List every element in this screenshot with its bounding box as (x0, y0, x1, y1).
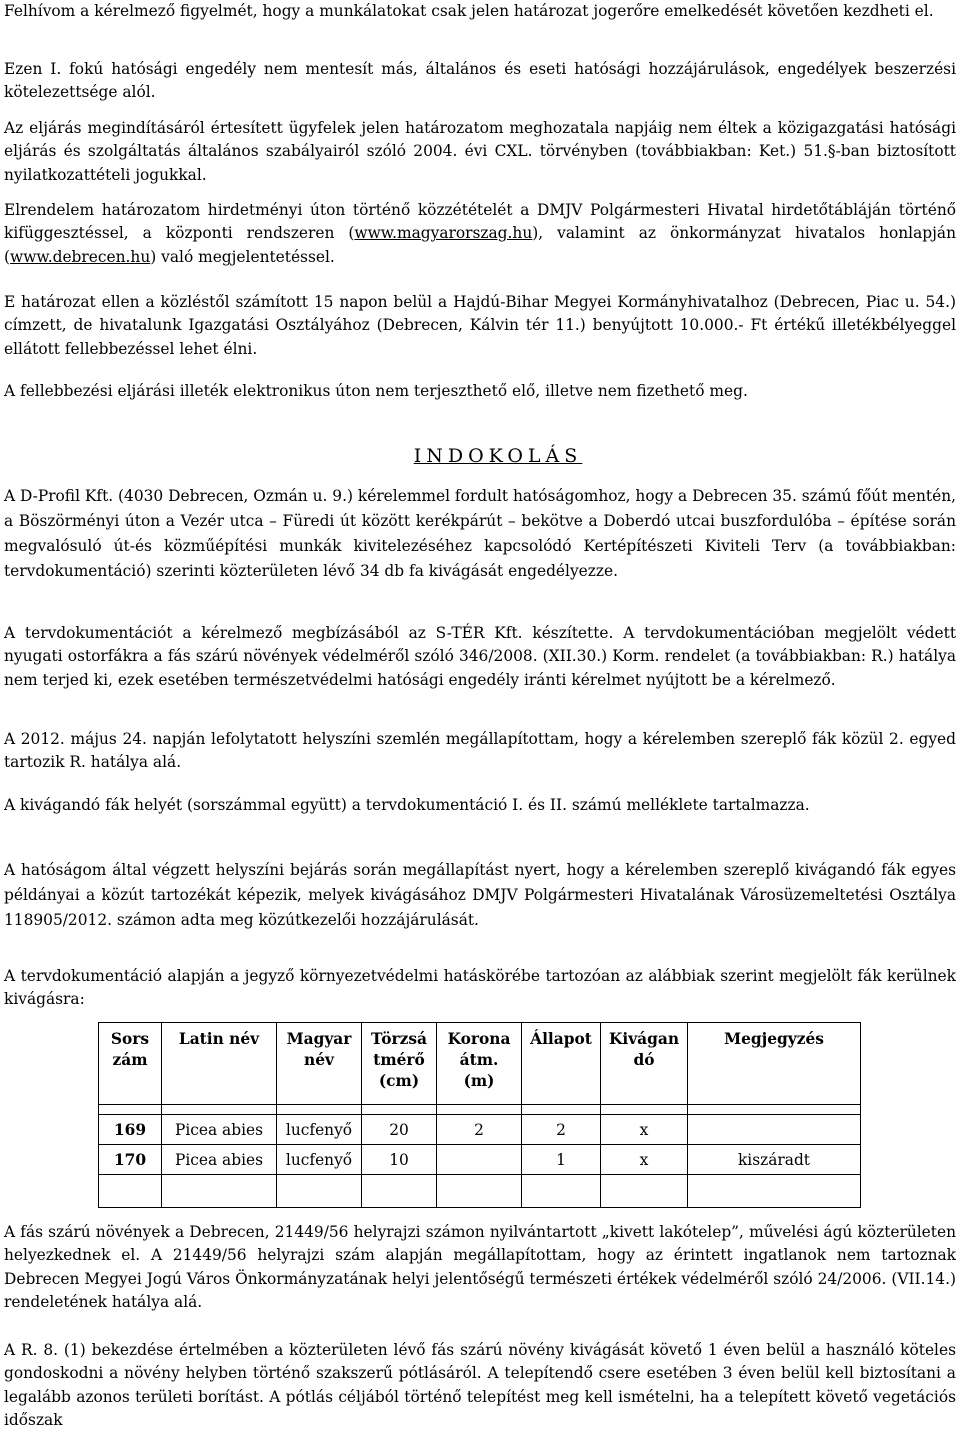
trees-table (98, 1022, 861, 1208)
paragraph-site-inspection: A 2012. május 24. napján lefolytatott helyszíni szemlén megállapítottam, hogy a kérelemben szereplő fák közül 2. egyed tartozik R. hatálya alá. (4, 730, 956, 772)
cell-sorszam: 169 (99, 1115, 162, 1145)
paragraph-plan-documentation: A tervdokumentációt a kérelmező megbízásából az S-TÉR Kft. készítette. A tervdokumentációban megjelölt védett nyugati ostorfákra a fás szárú növények védelméről szóló 346/2008. (XII.30.) Korm. rendelet (a továbbiakban: R.) hatálya nem terjed ki, ezek esetében természetvédelmi hatósági engedély iránti kérelmet nyújtott be a kérelmező. (4, 624, 956, 689)
table-header-row (99, 1023, 861, 1105)
cell-kivagando: x (601, 1145, 688, 1175)
cell-kivagando: x (601, 1115, 688, 1145)
cell-korona: 2 (437, 1115, 522, 1145)
paragraph-replanting: A R. 8. (1) bekezdése értelmében a közterületen lévő fás szárú növény kivágását követő 1 éven belül a használó köteles gondoskodni a növény helyben történő szakszerű pótlásáról. A telepítendő csere esetében 3 éven belül kell biztosítani a legalább azonos területi borítást. A pótlás céljából történő telepítést meg kell ismételni, ha a telepített követő vegetációs időszak (4, 1341, 956, 1430)
header-magyar-nev: Magyar név (277, 1023, 362, 1105)
paragraph-start-notice: Felhívom a kérelmező figyelmét, hogy a munkálatokat csak jelen határozat jogerőre emelkedését követően kezdheti el. (4, 2, 934, 20)
paragraph-appeal-fee: A fellebbezési eljárási illeték elektronikus úton nem terjeszthető elő, illetve nem fizethető meg. (4, 382, 748, 400)
paragraph-appeal: E határozat ellen a közléstől számított 15 napon belül a Hajdú-Bihar Megyei Kormányhivatalhoz (Debrecen, Piac u. 54.) címzett, de hivatalunk Igazgatási Osztályához (Debrecen, Kálvin tér 11.) benyújtott 10.000.- Ft értékű illetékbélyeggel ellátott fellebbezéssel lehet élni. (4, 293, 956, 358)
header-korona-atm: Korona átm. (m) (437, 1023, 522, 1105)
header-sorszam: Sors zám (99, 1023, 162, 1105)
header-megjegyzes: Megjegyzés (688, 1023, 861, 1105)
cell-allapot: 2 (522, 1115, 601, 1145)
paragraph-publication (4, 199, 956, 269)
table-spacer-row (99, 1175, 861, 1208)
header-kivagando: Kivágan dó (601, 1023, 688, 1105)
cell-megjegyzes: kiszáradt (688, 1145, 861, 1175)
table-spacer-row (99, 1105, 861, 1115)
cell-magyar: lucfenyő (277, 1115, 362, 1145)
section-heading-indokolas: INDOKOLÁS (413, 445, 583, 467)
paragraph-road-manager-consent: A hatóságom által végzett helyszíni bejárás során megállapítást nyert, hogy a kérelemben szereplő kivágandó fák egyes példányai a közút tartozékát képezik, melyek kivágásához DMJV Polgármesteri Hivatalának Városüzemeltetési Osztálya 118905/2012. számon adta meg közútkezelői hozzájárulását. (4, 861, 956, 929)
cell-magyar: lucfenyő (277, 1145, 362, 1175)
cell-sorszam: 170 (99, 1145, 162, 1175)
paragraph-land-registry: A fás szárú növények a Debrecen, 21449/56 helyrajzi számon nyilvántartott „kivett lakótelep”, művelési ágú közterületen helyezkednek el. A 21449/56 helyrajzi szám alapján megállapítottam, hogy az érintett ingatlanok nem tartoznak Debrecen Megyei Jogú Város Önkormányzatának helyi jelentőségű természeti értékek védelméről szóló 24/2006. (VII.14.) rendeletének hatálya alá. (4, 1223, 956, 1312)
paragraph-clients-rights: Az eljárás megindításáról értesített ügyfelek jelen határozatom meghozatala napjáig nem éltek a közigazgatási hatósági eljárás és szolgáltatás általános szabályairól szóló 2004. évi CXL. törvényben (továbbiakban: Ket.) 51.§-ban biztosított nyilatkozattételi jogukkal. (4, 119, 956, 184)
paragraph-permit-scope: Ezen I. fokú hatósági engedély nem mentesít más, általános és eseti hatósági hozzájárulások, engedélyek beszerzési kötelezettsége alól. (4, 60, 956, 102)
link-debrecen[interactable]: www.debrecen.hu (10, 247, 151, 266)
cell-torzs: 20 (362, 1115, 437, 1145)
table-row (99, 1145, 861, 1175)
cell-allapot: 1 (522, 1145, 601, 1175)
publication-text-b: ), valamint az önkormányzat hivatalos honlapján ( (4, 224, 956, 266)
header-latin-nev: Latin név (162, 1023, 277, 1105)
cell-latin: Picea abies (162, 1145, 277, 1175)
table-row (99, 1115, 861, 1145)
cell-megjegyzes (688, 1115, 861, 1145)
paragraph-request: A D-Profil Kft. (4030 Debrecen, Ozmán u. 9.) kérelemmel fordult hatóságomhoz, hogy a Debrecen 35. számú főút mentén, a Böszörményi úton a Vezér utca – Füredi út között kerékpárút – bekötve a Doberdó utcai buszfordulóba – építése során megvalósuló út-és közműépítési munkák kivitelezéséhez kapcsolódó Kertépítészeti Kiviteli Terv (a továbbiakban: tervdokumentáció) szerinti közterületen lévő 34 db fa kivágását engedélyezze. (4, 487, 957, 580)
header-torzsatmero: Törzsá tmérő (cm) (362, 1023, 437, 1105)
cell-torzs: 10 (362, 1145, 437, 1175)
publication-text-a: Elrendelem határozatom hirdetményi úton történő közzétételét a DMJV Polgármesteri Hivatal hirdetőtábláján történő kifüggesztéssel, a központi rendszeren ( (4, 201, 956, 243)
link-magyarorszag[interactable]: www.magyarorszag.hu (354, 224, 533, 243)
cell-korona (437, 1145, 522, 1175)
paragraph-tree-locations: A kivágandó fák helyét (sorszámmal együtt) a tervdokumentáció I. és II. számú melléklete tartalmazza. (4, 796, 810, 814)
cell-latin: Picea abies (162, 1115, 277, 1145)
paragraph-trees-to-fell: A tervdokumentáció alapján a jegyző környezetvédelmi hatáskörébe tartozóan az alábbiak szerint megjelölt fák kerülnek kivágásra: (4, 967, 956, 1009)
publication-text-c: ) való megjelentetéssel. (150, 247, 335, 266)
header-allapot: Állapot (522, 1023, 601, 1105)
